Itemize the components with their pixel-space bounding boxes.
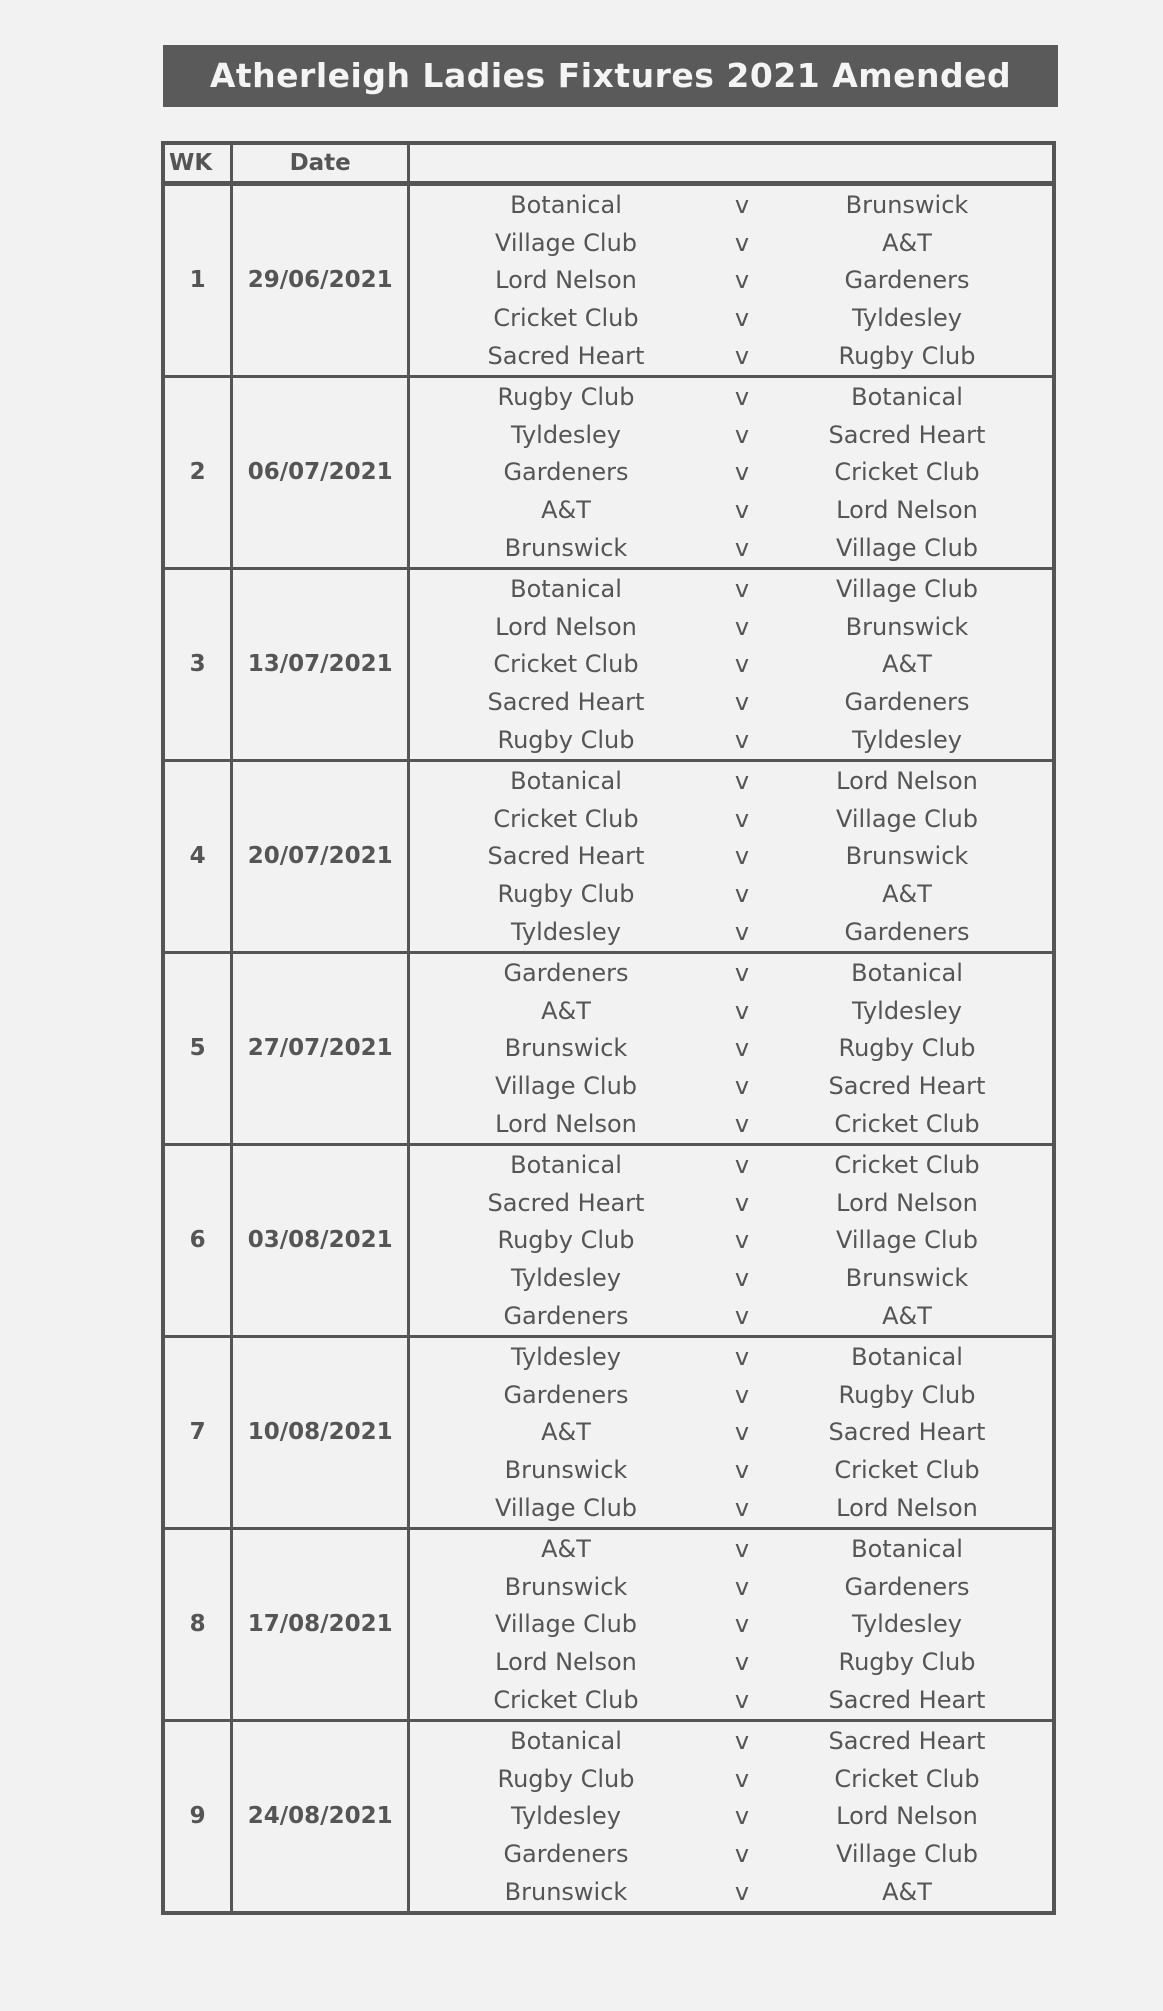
away-team: A&T xyxy=(882,1302,932,1330)
fixture-row xyxy=(410,1105,1052,1143)
away-team: Tyldesley xyxy=(852,304,962,333)
fixture-row xyxy=(410,570,1052,608)
fixture-row xyxy=(410,1873,1052,1911)
away-team: Rugby Club xyxy=(838,342,976,371)
header-wk: WK xyxy=(163,143,232,184)
versus-label: v xyxy=(734,1764,750,1793)
fixture-row xyxy=(410,454,1052,492)
fixtures-list xyxy=(409,952,1055,1144)
away-team: Lord Nelson xyxy=(836,766,978,795)
away-team: Tyldesley xyxy=(852,996,962,1025)
versus-label: v xyxy=(734,650,750,679)
home-team: Lord Nelson xyxy=(495,1110,637,1139)
away-team: Village Club xyxy=(835,534,979,563)
away-team: Lord Nelson xyxy=(836,1802,978,1831)
away-team: Botanical xyxy=(851,1534,963,1563)
versus-label: v xyxy=(734,1877,750,1906)
home-team: Lord Nelson xyxy=(495,266,637,295)
away-team: Village Club xyxy=(835,1226,979,1255)
away-team: Tyldesley xyxy=(852,726,962,755)
home-team: A&T xyxy=(541,996,591,1025)
fixtures-list xyxy=(409,1336,1055,1528)
away-team: Cricket Club xyxy=(834,1456,980,1485)
away-team: Cricket Club xyxy=(834,1110,980,1139)
fixture-row xyxy=(410,186,1052,224)
home-team: Sacred Heart xyxy=(487,1188,645,1217)
away-team: Botanical xyxy=(851,958,963,987)
versus-label: v xyxy=(734,266,750,295)
home-team: Rugby Club xyxy=(497,880,635,909)
versus-label: v xyxy=(734,1456,750,1485)
home-team: Gardeners xyxy=(503,958,629,987)
away-team: Lord Nelson xyxy=(836,1188,978,1217)
away-team: Sacred Heart xyxy=(828,420,986,449)
versus-label: v xyxy=(734,612,750,641)
versus-label: v xyxy=(734,1534,750,1563)
fixture-row xyxy=(410,378,1052,416)
week-date: 17/08/2021 xyxy=(232,1528,409,1720)
fixtures-list xyxy=(409,568,1055,760)
fixture-row xyxy=(410,1797,1052,1835)
fixture-row xyxy=(410,954,1052,992)
versus-label: v xyxy=(734,1302,750,1330)
home-team: Tyldesley xyxy=(511,1264,621,1293)
away-team: Gardeners xyxy=(844,266,970,295)
versus-label: v xyxy=(734,1342,750,1371)
versus-label: v xyxy=(734,1264,750,1293)
fixture-row xyxy=(410,224,1052,262)
home-team: Cricket Club xyxy=(493,1685,639,1714)
home-team: Lord Nelson xyxy=(495,1648,637,1677)
home-team: Gardeners xyxy=(503,1380,629,1409)
away-team: Lord Nelson xyxy=(836,1493,978,1522)
header-date: Date xyxy=(232,143,409,184)
home-team: Botanical xyxy=(510,1726,622,1755)
week-date: 29/06/2021 xyxy=(232,184,409,377)
fixture-row xyxy=(410,491,1052,529)
versus-label: v xyxy=(734,382,750,411)
away-team: Gardeners xyxy=(844,688,970,717)
fixture-row xyxy=(410,608,1052,646)
home-team: Botanical xyxy=(510,574,622,603)
versus-label: v xyxy=(734,688,750,717)
home-team: Brunswick xyxy=(504,1034,628,1063)
fixture-row xyxy=(410,1722,1052,1760)
away-team: Sacred Heart xyxy=(828,1726,986,1755)
home-team: Brunswick xyxy=(504,534,628,563)
fixture-row xyxy=(410,337,1052,375)
away-team: Brunswick xyxy=(845,1264,969,1293)
away-team: Sacred Heart xyxy=(828,1072,986,1101)
week-number: 5 xyxy=(163,952,232,1144)
fixture-row xyxy=(410,1489,1052,1527)
away-team: Village Club xyxy=(835,574,979,603)
home-team: Village Club xyxy=(494,228,638,257)
fixture-row xyxy=(410,800,1052,838)
away-team: Village Club xyxy=(835,804,979,833)
away-team: Rugby Club xyxy=(838,1380,976,1409)
versus-label: v xyxy=(734,842,750,871)
home-team: A&T xyxy=(541,1534,591,1563)
fixture-row xyxy=(410,529,1052,567)
fixture-row xyxy=(410,875,1052,913)
versus-label: v xyxy=(734,190,750,219)
week-date: 27/07/2021 xyxy=(232,952,409,1144)
week-number: 2 xyxy=(163,376,232,568)
away-team: Tyldesley xyxy=(852,1610,962,1639)
fixtures-list xyxy=(409,1720,1055,1912)
versus-label: v xyxy=(734,496,750,525)
week-date: 10/08/2021 xyxy=(232,1336,409,1528)
week-date: 06/07/2021 xyxy=(232,376,409,568)
home-team: Village Club xyxy=(494,1072,638,1101)
home-team: A&T xyxy=(541,496,591,525)
fixture-row xyxy=(410,1184,1052,1222)
home-team: Botanical xyxy=(510,190,622,219)
versus-label: v xyxy=(734,420,750,449)
away-team: Sacred Heart xyxy=(828,1418,986,1447)
week-date: 20/07/2021 xyxy=(232,760,409,952)
versus-label: v xyxy=(734,1802,750,1831)
fixture-row xyxy=(410,262,1052,300)
versus-label: v xyxy=(734,1150,750,1179)
versus-label: v xyxy=(734,1380,750,1409)
home-team: Brunswick xyxy=(504,1877,628,1906)
week-row xyxy=(163,184,1054,377)
home-team: Cricket Club xyxy=(493,650,639,679)
versus-label: v xyxy=(734,458,750,487)
away-team: Botanical xyxy=(851,1342,963,1371)
fixtures-list xyxy=(409,184,1055,377)
fixture-row xyxy=(410,1376,1052,1414)
fixture-row xyxy=(410,1605,1052,1643)
fixtures-list xyxy=(409,760,1055,952)
week-date: 13/07/2021 xyxy=(232,568,409,760)
week-number: 3 xyxy=(163,568,232,760)
away-team: Botanical xyxy=(851,382,963,411)
versus-label: v xyxy=(734,1110,750,1139)
away-team: A&T xyxy=(882,1877,932,1906)
fixture-row xyxy=(410,838,1052,876)
versus-label: v xyxy=(734,1188,750,1217)
fixture-row xyxy=(410,646,1052,684)
week-row xyxy=(163,1336,1054,1528)
header-fixtures xyxy=(409,143,1055,184)
away-team: Brunswick xyxy=(845,612,969,641)
page-title: Atherleigh Ladies Fixtures 2021 Amended xyxy=(163,45,1058,107)
home-team: Tyldesley xyxy=(511,1342,621,1371)
away-team: Gardeners xyxy=(844,918,970,947)
away-team: Lord Nelson xyxy=(836,496,978,525)
fixtures-list xyxy=(409,376,1055,568)
fixture-row xyxy=(410,1259,1052,1297)
week-date: 03/08/2021 xyxy=(232,1144,409,1336)
fixture-row xyxy=(410,1030,1052,1068)
fixture-row xyxy=(410,762,1052,800)
week-number: 6 xyxy=(163,1144,232,1336)
home-team: Sacred Heart xyxy=(487,842,645,871)
away-team: Cricket Club xyxy=(834,1764,980,1793)
versus-label: v xyxy=(734,1572,750,1601)
versus-label: v xyxy=(734,1034,750,1063)
fixtures-list xyxy=(409,1528,1055,1720)
versus-label: v xyxy=(734,1726,750,1755)
fixtures-list xyxy=(409,1144,1055,1336)
away-team: A&T xyxy=(882,650,932,679)
week-row xyxy=(163,568,1054,760)
away-team: A&T xyxy=(882,228,932,257)
versus-label: v xyxy=(734,1648,750,1677)
fixture-row xyxy=(410,683,1052,721)
versus-label: v xyxy=(734,880,750,909)
fixture-row xyxy=(410,299,1052,337)
versus-label: v xyxy=(734,1418,750,1447)
fixture-row xyxy=(410,1414,1052,1452)
home-team: Gardeners xyxy=(503,458,629,487)
home-team: Brunswick xyxy=(504,1572,628,1601)
home-team: Botanical xyxy=(510,766,622,795)
versus-label: v xyxy=(734,726,750,755)
week-number: 8 xyxy=(163,1528,232,1720)
home-team: Rugby Club xyxy=(497,726,635,755)
versus-label: v xyxy=(734,1072,750,1101)
home-team: Lord Nelson xyxy=(495,612,637,641)
home-team: Brunswick xyxy=(504,1456,628,1485)
home-team: A&T xyxy=(541,1418,591,1447)
away-team: Gardeners xyxy=(844,1572,970,1601)
home-team: Rugby Club xyxy=(497,1226,635,1255)
versus-label: v xyxy=(734,958,750,987)
week-number: 9 xyxy=(163,1720,232,1912)
away-team: Brunswick xyxy=(845,842,969,871)
away-team: Village Club xyxy=(835,1840,979,1869)
home-team: Rugby Club xyxy=(497,1764,635,1793)
home-team: Sacred Heart xyxy=(487,688,645,717)
week-row xyxy=(163,1720,1054,1912)
versus-label: v xyxy=(734,804,750,833)
fixture-row xyxy=(410,1222,1052,1260)
versus-label: v xyxy=(734,918,750,947)
away-team: Cricket Club xyxy=(834,458,980,487)
away-team: Cricket Club xyxy=(834,1150,980,1179)
fixtures-table xyxy=(161,141,1056,1915)
home-team: Gardeners xyxy=(503,1840,629,1869)
versus-label: v xyxy=(734,574,750,603)
home-team: Cricket Club xyxy=(493,804,639,833)
versus-label: v xyxy=(734,1493,750,1522)
fixture-row xyxy=(410,1643,1052,1681)
versus-label: v xyxy=(734,1840,750,1869)
weeks-body xyxy=(163,184,1054,1913)
week-date: 24/08/2021 xyxy=(232,1720,409,1912)
fixture-row xyxy=(410,1451,1052,1489)
home-team: Village Club xyxy=(494,1610,638,1639)
versus-label: v xyxy=(734,766,750,795)
versus-label: v xyxy=(734,342,750,371)
week-number: 4 xyxy=(163,760,232,952)
home-team: Village Club xyxy=(494,1493,638,1522)
home-team: Botanical xyxy=(510,1150,622,1179)
home-team: Cricket Club xyxy=(493,304,639,333)
fixture-row xyxy=(410,721,1052,759)
fixture-row xyxy=(410,1835,1052,1873)
home-team: Gardeners xyxy=(503,1302,629,1330)
away-team: Brunswick xyxy=(845,190,969,219)
home-team: Sacred Heart xyxy=(487,342,645,371)
versus-label: v xyxy=(734,996,750,1025)
fixture-row xyxy=(410,416,1052,454)
week-row xyxy=(163,376,1054,568)
fixture-row xyxy=(410,1338,1052,1376)
fixture-row xyxy=(410,1760,1052,1798)
header-row xyxy=(163,143,1054,184)
fixture-row xyxy=(410,1067,1052,1105)
week-row xyxy=(163,952,1054,1144)
home-team: Tyldesley xyxy=(511,918,621,947)
fixture-row xyxy=(410,1568,1052,1606)
week-row xyxy=(163,760,1054,952)
away-team: Rugby Club xyxy=(838,1648,976,1677)
home-team: Tyldesley xyxy=(511,420,621,449)
away-team: Sacred Heart xyxy=(828,1685,986,1714)
fixture-row xyxy=(410,1681,1052,1719)
versus-label: v xyxy=(734,228,750,257)
versus-label: v xyxy=(734,534,750,563)
fixture-row xyxy=(410,1146,1052,1184)
versus-label: v xyxy=(734,304,750,333)
home-team: Tyldesley xyxy=(511,1802,621,1831)
week-number: 1 xyxy=(189,267,206,294)
home-team: Rugby Club xyxy=(497,382,635,411)
week-row xyxy=(163,1144,1054,1336)
away-team: Rugby Club xyxy=(838,1034,976,1063)
versus-label: v xyxy=(734,1610,750,1639)
week-row xyxy=(163,1528,1054,1720)
fixture-row xyxy=(410,1297,1052,1335)
fixture-row xyxy=(410,992,1052,1030)
fixture-row xyxy=(410,1530,1052,1568)
away-team: A&T xyxy=(882,880,932,909)
fixture-row xyxy=(410,913,1052,951)
versus-label: v xyxy=(734,1685,750,1714)
versus-label: v xyxy=(734,1226,750,1255)
week-number: 7 xyxy=(163,1336,232,1528)
